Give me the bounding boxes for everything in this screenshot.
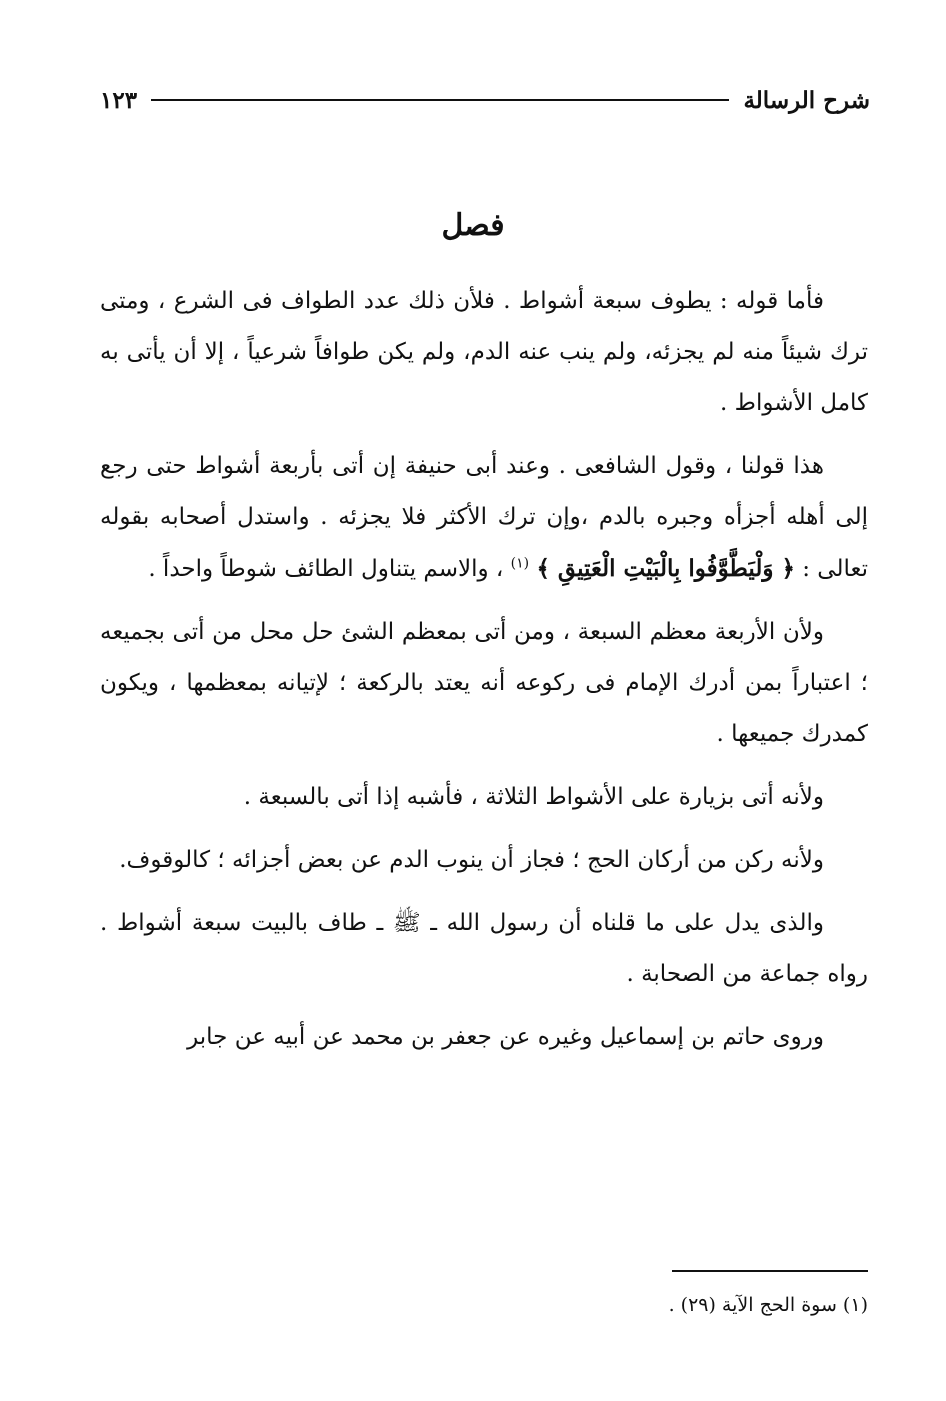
paragraph-5: ولأنه ركن من أركان الحج ؛ فجاز أن ينوب الدم عن بعض أجزائه ؛ كالوقوف. (119, 847, 824, 873)
paragraph-4: ولأنه أتى بزيارة على الأشواط الثلاثة ، فأشبه إذا أتى بالسبعة . (243, 784, 824, 810)
paragraph-2 (100, 441, 868, 595)
paragraph-3: ولأن الأربعة معظم السبعة ، ومن أتى بمعظم الشئ حل محل من أتى بجميعه ؛ اعتباراً بمن أدرك الإمام فى ركوعه أنه يعتد بالركعة ؛ لإتيانه بمعظمها ، ويكون كمدرك جميعها . (100, 619, 868, 747)
footnote-rule (672, 1270, 868, 1272)
paragraph-7: وروى حاتم بن إسماعيل وغيره عن جعفر بن محمد عن أبيه عن جابر (187, 1024, 824, 1050)
page-header (100, 82, 870, 118)
page-number: ١٢٣ (100, 86, 138, 114)
paragraph-6: والذى يدل على ما قلناه أن رسول الله ـ ﷺ ـ طاف بالبيت سبعة أشواط . رواه جماعة من الصحابة . (100, 910, 868, 987)
footnote: (١) سوة الحج الآية (٢٩) . (668, 1294, 868, 1316)
paragraph-2-text-before: هذا قولنا ، وقول الشافعى . وعند أبى حنيفة إن أتى بأربعة أشواط حتى رجع إلى أهله أجزأه وجبره بالدم ،وإن ترك الأكثر فلا يجزئه . واستدل أصحابه بقوله تعالى : (100, 453, 868, 582)
body-text (100, 276, 868, 1075)
section-title: فصل (441, 208, 505, 243)
footnote-reference[interactable]: (١) (510, 555, 530, 572)
paragraph-2-text-after: ، والاسم يتناول الطائف شوطاً واحداً . (148, 556, 504, 582)
running-title: شرح الرسالة (743, 86, 870, 114)
quran-verse: ﴿ وَلْيَطَّوَّفُوا بِالْبَيْتِ الْعَتِيقِ ﴾ (536, 555, 795, 582)
paragraph-1: فأما قوله : يطوف سبعة أشواط . فلأن ذلك عدد الطواف فى الشرع ، ومتى ترك شيئاً منه لم يجزئه، ولم ينب عنه الدم، ولم يكن طوافاً شرعياً ، إلا أن يأتى به كامل الأشواط . (100, 288, 868, 416)
header-rule (151, 99, 729, 101)
